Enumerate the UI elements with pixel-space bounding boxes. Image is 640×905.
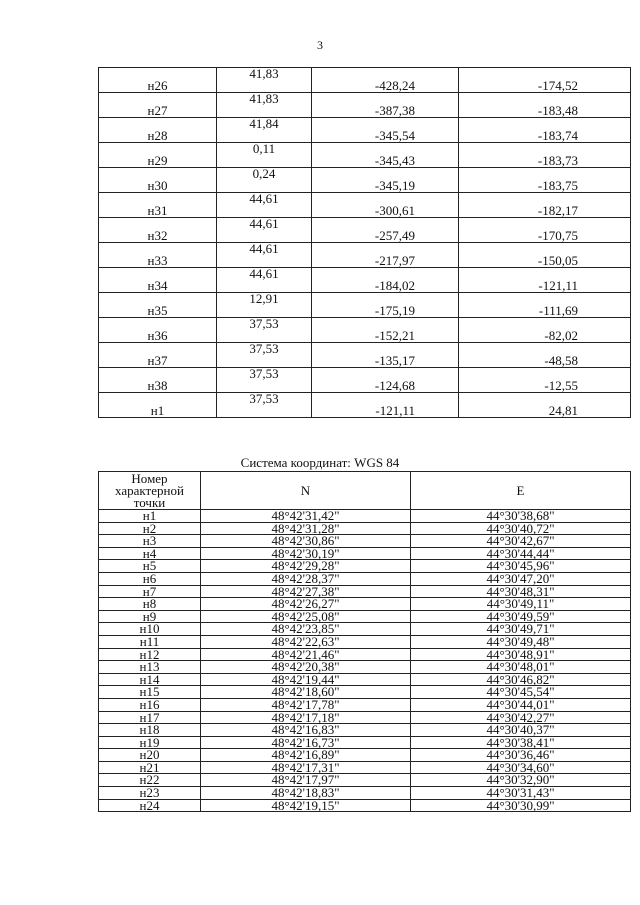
- point-cell: н31: [99, 205, 217, 218]
- header-point-number: Номер характерной точки: [99, 472, 201, 510]
- n-cell: 48°42'20,38": [201, 661, 411, 674]
- table-row: [99, 799, 631, 812]
- n-cell: 48°42'29,28": [201, 560, 411, 573]
- e-cell: 44°30'38,68": [411, 510, 631, 523]
- table-row: [99, 280, 631, 293]
- point-cell: н28: [99, 130, 217, 143]
- header-n: N: [201, 472, 411, 510]
- y-cell: -111,69: [459, 305, 631, 318]
- point-cell: н26: [99, 80, 217, 93]
- n-cell: 48°42'16,73": [201, 736, 411, 749]
- y-cell: -150,05: [459, 255, 631, 268]
- table-row: [99, 330, 631, 343]
- point-cell: н30: [99, 180, 217, 193]
- point-cell: н9: [99, 610, 201, 623]
- n-cell: 48°42'18,60": [201, 686, 411, 699]
- point-cell: н12: [99, 648, 201, 661]
- y-cell: -183,73: [459, 155, 631, 168]
- point-cell: н4: [99, 547, 201, 560]
- table-row: [99, 380, 631, 393]
- x-cell: -257,49: [312, 230, 459, 243]
- coordinate-system-caption: Система координат: WGS 84: [240, 455, 400, 470]
- e-cell: 44°30'45,96": [411, 560, 631, 573]
- e-cell: 44°30'36,46": [411, 749, 631, 762]
- point-cell: н29: [99, 155, 217, 168]
- point-cell: н20: [99, 749, 201, 762]
- n-cell: 48°42'31,28": [201, 522, 411, 535]
- n-cell: 48°42'26,27": [201, 598, 411, 611]
- n-cell: 48°42'28,37": [201, 572, 411, 585]
- point-cell: н2: [99, 522, 201, 535]
- n-cell: 48°42'19,15": [201, 799, 411, 812]
- x-cell: -152,21: [312, 330, 459, 343]
- blank-cell: [217, 405, 312, 418]
- point-cell: н35: [99, 305, 217, 318]
- x-cell: -135,17: [312, 355, 459, 368]
- point-cell: н17: [99, 711, 201, 724]
- e-cell: 44°30'42,67": [411, 535, 631, 548]
- point-cell: н22: [99, 774, 201, 787]
- n-cell: 48°42'31,42": [201, 510, 411, 523]
- e-cell: 44°30'38,41": [411, 736, 631, 749]
- n-cell: 48°42'30,19": [201, 547, 411, 560]
- e-cell: 44°30'48,01": [411, 661, 631, 674]
- e-cell: 44°30'49,59": [411, 610, 631, 623]
- table-row: [99, 305, 631, 318]
- n-cell: 48°42'22,63": [201, 635, 411, 648]
- e-cell: 44°30'40,37": [411, 724, 631, 737]
- e-cell: 44°30'46,82": [411, 673, 631, 686]
- e-cell: 44°30'49,11": [411, 598, 631, 611]
- x-cell: -387,38: [312, 105, 459, 118]
- point-cell: н1: [99, 405, 217, 418]
- table-row: [99, 80, 631, 93]
- n-cell: 48°42'17,31": [201, 761, 411, 774]
- x-cell: -300,61: [312, 205, 459, 218]
- y-cell: -183,75: [459, 180, 631, 193]
- table-row: [99, 355, 631, 368]
- n-cell: 48°42'16,83": [201, 724, 411, 737]
- point-cell: н37: [99, 355, 217, 368]
- x-cell: -345,19: [312, 180, 459, 193]
- point-cell: н3: [99, 535, 201, 548]
- point-cell: н18: [99, 724, 201, 737]
- point-cell: н7: [99, 585, 201, 598]
- distance-cell: 12,91: [217, 293, 312, 306]
- x-cell: -121,11: [312, 405, 459, 418]
- e-cell: 44°30'30,99": [411, 799, 631, 812]
- point-cell: н15: [99, 686, 201, 699]
- e-cell: 44°30'45,54": [411, 686, 631, 699]
- y-cell: -12,55: [459, 380, 631, 393]
- point-cell: н14: [99, 673, 201, 686]
- n-cell: 48°42'17,18": [201, 711, 411, 724]
- local-coordinates-table: [98, 67, 631, 418]
- y-cell: -48,58: [459, 355, 631, 368]
- table-row: [99, 130, 631, 143]
- distance-cell: 41,83: [217, 93, 312, 106]
- point-cell: н8: [99, 598, 201, 611]
- distance-cell: 0,24: [217, 168, 312, 181]
- table-row: [99, 155, 631, 168]
- e-cell: 44°30'34,60": [411, 761, 631, 774]
- table-row: [99, 255, 631, 268]
- e-cell: 44°30'49,71": [411, 623, 631, 636]
- e-cell: 44°30'44,44": [411, 547, 631, 560]
- e-cell: 44°30'31,43": [411, 787, 631, 800]
- wgs84-coordinates-table: [98, 471, 631, 812]
- distance-cell: 44,61: [217, 268, 312, 281]
- table-row: [99, 180, 631, 193]
- x-cell: -428,24: [312, 80, 459, 93]
- n-cell: 48°42'25,08": [201, 610, 411, 623]
- e-cell: 44°30'49,48": [411, 635, 631, 648]
- page-number: 3: [317, 38, 323, 52]
- table-row: [99, 205, 631, 218]
- point-cell: н6: [99, 572, 201, 585]
- distance-cell: 37,53: [217, 393, 312, 406]
- y-cell: 24,81: [459, 405, 631, 418]
- point-cell: н5: [99, 560, 201, 573]
- point-cell: н38: [99, 380, 217, 393]
- point-cell: н1: [99, 510, 201, 523]
- point-cell: н21: [99, 761, 201, 774]
- n-cell: 48°42'18,83": [201, 787, 411, 800]
- blank-cell: [459, 393, 631, 406]
- point-cell: н11: [99, 635, 201, 648]
- y-cell: -82,02: [459, 330, 631, 343]
- point-cell: н34: [99, 280, 217, 293]
- e-cell: 44°30'47,20": [411, 572, 631, 585]
- n-cell: 48°42'30,86": [201, 535, 411, 548]
- distance-cell: 37,53: [217, 368, 312, 381]
- e-cell: 44°30'32,90": [411, 774, 631, 787]
- point-cell: н27: [99, 105, 217, 118]
- n-cell: 48°42'17,78": [201, 698, 411, 711]
- distance-cell: 44,61: [217, 193, 312, 206]
- n-cell: 48°42'17,97": [201, 774, 411, 787]
- x-cell: -175,19: [312, 305, 459, 318]
- distance-cell: 37,53: [217, 343, 312, 356]
- point-cell: н24: [99, 799, 201, 812]
- point-cell: н16: [99, 698, 201, 711]
- point-cell: н33: [99, 255, 217, 268]
- y-cell: -182,17: [459, 205, 631, 218]
- distance-cell: 0,11: [217, 143, 312, 156]
- distance-cell: 44,61: [217, 218, 312, 231]
- x-cell: -217,97: [312, 255, 459, 268]
- point-cell: н23: [99, 787, 201, 800]
- point-cell: н13: [99, 661, 201, 674]
- n-cell: 48°42'21,46": [201, 648, 411, 661]
- y-cell: -183,48: [459, 105, 631, 118]
- table-row: [99, 405, 631, 418]
- point-cell: н36: [99, 330, 217, 343]
- distance-cell: 41,83: [217, 68, 312, 81]
- e-cell: 44°30'48,31": [411, 585, 631, 598]
- distance-cell: 37,53: [217, 318, 312, 331]
- e-cell: 44°30'42,27": [411, 711, 631, 724]
- y-cell: -174,52: [459, 80, 631, 93]
- n-cell: 48°42'27,38": [201, 585, 411, 598]
- table-row: [99, 105, 631, 118]
- point-cell: н32: [99, 230, 217, 243]
- e-cell: 44°30'44,01": [411, 698, 631, 711]
- e-cell: 44°30'48,91": [411, 648, 631, 661]
- x-cell: -124,68: [312, 380, 459, 393]
- table-row: [99, 230, 631, 243]
- y-cell: -183,74: [459, 130, 631, 143]
- x-cell: -184,02: [312, 280, 459, 293]
- point-cell: н10: [99, 623, 201, 636]
- distance-cell: 41,84: [217, 118, 312, 131]
- distance-cell: 44,61: [217, 243, 312, 256]
- y-cell: -170,75: [459, 230, 631, 243]
- n-cell: 48°42'16,89": [201, 749, 411, 762]
- e-cell: 44°30'40,72": [411, 522, 631, 535]
- n-cell: 48°42'23,85": [201, 623, 411, 636]
- header-e: E: [411, 472, 631, 510]
- n-cell: 48°42'19,44": [201, 673, 411, 686]
- x-cell: -345,43: [312, 155, 459, 168]
- point-cell: н19: [99, 736, 201, 749]
- x-cell: -345,54: [312, 130, 459, 143]
- y-cell: -121,11: [459, 280, 631, 293]
